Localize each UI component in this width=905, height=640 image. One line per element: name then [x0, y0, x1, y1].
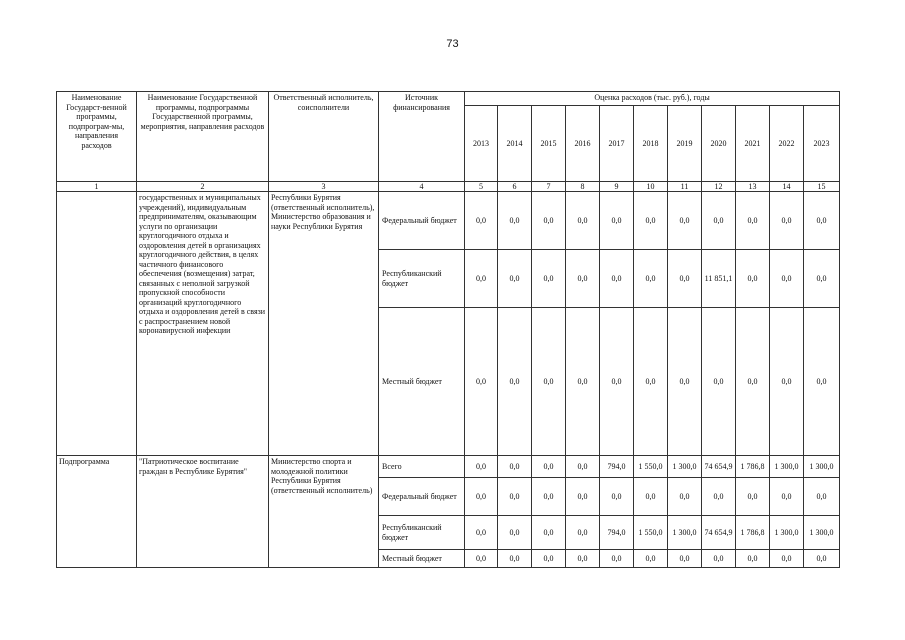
funding-source-cell: Республиканский бюджет [379, 250, 465, 308]
funding-source-cell: Всего [379, 456, 465, 478]
column-index: 14 [770, 182, 804, 192]
value-cell: 0,0 [465, 550, 498, 568]
value-cell: 0,0 [702, 308, 736, 456]
funding-source-cell: Федеральный бюджет [379, 478, 465, 516]
year-header: 2014 [498, 106, 532, 182]
value-cell: 0,0 [498, 550, 532, 568]
value-cell: 74 654,9 [702, 456, 736, 478]
value-cell: 0,0 [532, 250, 566, 308]
year-header: 2019 [668, 106, 702, 182]
value-cell: 0,0 [702, 192, 736, 250]
value-cell: 0,0 [668, 478, 702, 516]
executor-cell: Республики Бурятия (ответственный исполнитель), Министерство образования и науки Республики Бурятия [269, 192, 379, 456]
value-cell: 0,0 [736, 250, 770, 308]
funding-source-cell: Республиканский бюджет [379, 516, 465, 550]
value-cell: 0,0 [600, 478, 634, 516]
value-cell: 0,0 [770, 192, 804, 250]
value-cell: 0,0 [566, 308, 600, 456]
year-header: 2023 [804, 106, 840, 182]
value-cell: 0,0 [736, 550, 770, 568]
value-cell: 0,0 [770, 250, 804, 308]
value-cell: 0,0 [465, 456, 498, 478]
measure-name-cell: "Патриотическое воспитание граждан в Республике Бурятия" [137, 456, 269, 568]
value-cell: 0,0 [804, 192, 840, 250]
value-cell: 0,0 [498, 192, 532, 250]
column-index: 10 [634, 182, 668, 192]
value-cell: 794,0 [600, 516, 634, 550]
value-cell: 0,0 [498, 516, 532, 550]
value-cell: 0,0 [532, 516, 566, 550]
value-cell: 0,0 [770, 308, 804, 456]
value-cell: 0,0 [702, 550, 736, 568]
value-cell: 1 786,8 [736, 456, 770, 478]
value-cell: 0,0 [566, 516, 600, 550]
value-cell: 1 550,0 [634, 516, 668, 550]
value-cell: 1 300,0 [770, 516, 804, 550]
value-cell: 0,0 [465, 192, 498, 250]
value-cell: 0,0 [804, 478, 840, 516]
value-cell: 0,0 [736, 308, 770, 456]
header-funding-source: Источник финансирования [379, 92, 465, 182]
column-index: 13 [736, 182, 770, 192]
header-row [57, 92, 840, 106]
value-cell: 794,0 [600, 456, 634, 478]
column-index: 11 [668, 182, 702, 192]
value-cell: 0,0 [634, 250, 668, 308]
value-cell: 0,0 [600, 308, 634, 456]
value-cell: 0,0 [804, 308, 840, 456]
value-cell: 1 300,0 [804, 516, 840, 550]
year-header: 2020 [702, 106, 736, 182]
value-cell: 1 300,0 [668, 456, 702, 478]
funding-source-cell: Местный бюджет [379, 550, 465, 568]
value-cell: 0,0 [465, 516, 498, 550]
index-row [57, 182, 840, 192]
value-cell: 0,0 [804, 550, 840, 568]
column-index: 2 [137, 182, 269, 192]
year-header: 2022 [770, 106, 804, 182]
value-cell: 0,0 [668, 192, 702, 250]
column-index: 9 [600, 182, 634, 192]
value-cell: 0,0 [566, 192, 600, 250]
value-cell: 0,0 [702, 478, 736, 516]
funding-source-cell: Федеральный бюджет [379, 192, 465, 250]
value-cell: 74 654,9 [702, 516, 736, 550]
value-cell: 0,0 [566, 478, 600, 516]
header-program-name: Наименование Государст-венной программы, подпрограм-мы, направления расходов [57, 92, 137, 182]
value-cell: 0,0 [770, 550, 804, 568]
table-row [57, 456, 840, 478]
header-measure-name: Наименование Государственной программы, подпрограммы Государственной программы, мероприятия, направления расходов [137, 92, 269, 182]
value-cell: 1 300,0 [770, 456, 804, 478]
program-type-cell [57, 192, 137, 456]
column-index: 3 [269, 182, 379, 192]
value-cell: 1 786,8 [736, 516, 770, 550]
column-index: 6 [498, 182, 532, 192]
value-cell: 1 300,0 [668, 516, 702, 550]
value-cell: 0,0 [736, 478, 770, 516]
program-type-cell: Подпрограмма [57, 456, 137, 568]
header-expenses: Оценка расходов (тыс. руб.), годы [465, 92, 840, 106]
value-cell: 0,0 [600, 550, 634, 568]
value-cell: 0,0 [600, 192, 634, 250]
column-index: 1 [57, 182, 137, 192]
value-cell: 0,0 [634, 308, 668, 456]
value-cell: 0,0 [532, 478, 566, 516]
value-cell: 0,0 [736, 192, 770, 250]
value-cell: 1 300,0 [804, 456, 840, 478]
value-cell: 0,0 [634, 192, 668, 250]
value-cell: 0,0 [532, 192, 566, 250]
column-index: 15 [804, 182, 840, 192]
value-cell: 0,0 [600, 250, 634, 308]
value-cell: 0,0 [566, 550, 600, 568]
value-cell: 0,0 [804, 250, 840, 308]
expenses-table [56, 91, 840, 568]
value-cell: 0,0 [566, 250, 600, 308]
year-header: 2017 [600, 106, 634, 182]
year-header: 2013 [465, 106, 498, 182]
value-cell: 0,0 [634, 550, 668, 568]
executor-cell: Министерство спорта и молодежной политики Республики Бурятия (ответственный исполнитель) [269, 456, 379, 568]
value-cell: 0,0 [566, 456, 600, 478]
value-cell: 1 550,0 [634, 456, 668, 478]
value-cell: 0,0 [668, 550, 702, 568]
value-cell: 0,0 [668, 250, 702, 308]
value-cell: 0,0 [668, 308, 702, 456]
column-index: 4 [379, 182, 465, 192]
column-index: 12 [702, 182, 736, 192]
column-index: 7 [532, 182, 566, 192]
value-cell: 0,0 [465, 308, 498, 456]
column-index: 5 [465, 182, 498, 192]
value-cell: 0,0 [498, 478, 532, 516]
value-cell: 0,0 [532, 308, 566, 456]
page-number: 73 [446, 38, 459, 50]
year-header: 2016 [566, 106, 600, 182]
header-executor: Ответственный исполнитель, соисполнители [269, 92, 379, 182]
value-cell: 11 851,1 [702, 250, 736, 308]
year-header: 2018 [634, 106, 668, 182]
year-header: 2015 [532, 106, 566, 182]
value-cell: 0,0 [498, 456, 532, 478]
value-cell: 0,0 [634, 478, 668, 516]
value-cell: 0,0 [498, 250, 532, 308]
value-cell: 0,0 [532, 550, 566, 568]
table-row [57, 192, 840, 250]
value-cell: 0,0 [532, 456, 566, 478]
funding-source-cell: Местный бюджет [379, 308, 465, 456]
column-index: 8 [566, 182, 600, 192]
measure-name-cell: государственных и муниципальных учреждений), индивидуальным предпринимателям, оказывающим услуги по организации круглогодичного отдыха и оздоровления детей в организациях круглогодичного действия, в целях частичного финансового обеспечения (возмещения) затрат, связанных с неполной загрузкой пропускной способности организаций круглогодичного отдыха и оздоровления детей в связи с распространением новой коронавирусной инфекции [137, 192, 269, 456]
year-header: 2021 [736, 106, 770, 182]
value-cell: 0,0 [465, 478, 498, 516]
value-cell: 0,0 [770, 478, 804, 516]
value-cell: 0,0 [498, 308, 532, 456]
value-cell: 0,0 [465, 250, 498, 308]
